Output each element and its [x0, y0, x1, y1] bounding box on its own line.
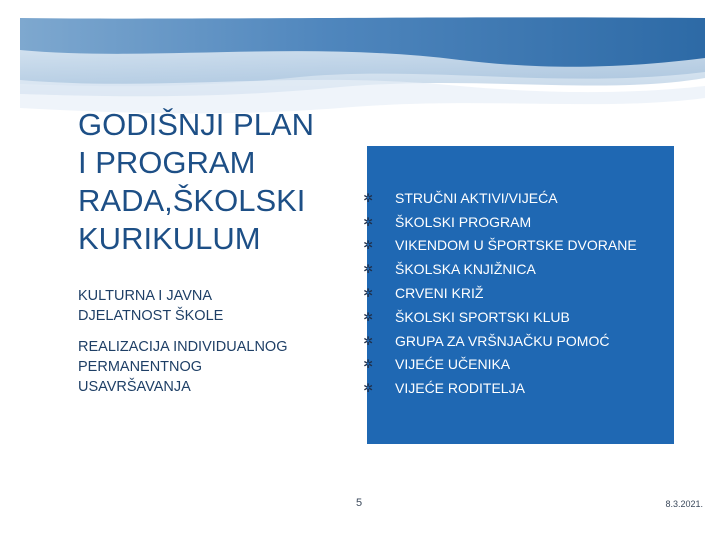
list-item-label: STRUČNI AKTIVI/VIJEĆA [395, 189, 558, 206]
asterisk-bullet-icon: ✲ [362, 309, 374, 324]
list-item [361, 376, 637, 400]
list-item-label: VIKENDOM U ŠPORTSKE DVORANE [395, 237, 637, 254]
section-line: PERMANENTNOG [78, 359, 203, 375]
asterisk-bullet-icon: ✲ [362, 238, 374, 253]
section-line: REALIZACIJA INDIVIDUALNOG [78, 339, 288, 355]
title-line: I PROGRAM [78, 145, 256, 180]
list-item [361, 281, 637, 305]
list-item [361, 234, 637, 258]
list-item-label: ŠKOLSKA KNJIŽNICA [395, 261, 536, 278]
list-item [361, 210, 637, 234]
section-line: KULTURNA I JAVNA [78, 288, 213, 304]
section-line: DJELATNOST ŠKOLE [78, 308, 224, 324]
asterisk-bullet-icon: ✲ [362, 214, 374, 229]
list-item [361, 353, 637, 377]
section-realizacija [78, 337, 338, 397]
title-line: GODIŠNJI PLAN [78, 107, 314, 142]
title-line: RADA,ŠKOLSKI [78, 183, 306, 218]
section-line: USAVRŠAVANJA [78, 379, 191, 395]
section-kulturna [78, 286, 338, 326]
asterisk-bullet-icon: ✲ [362, 381, 374, 396]
list-item-label: GRUPA ZA VRŠNJAČKU POMOĆ [395, 332, 610, 349]
list-item [361, 257, 637, 281]
asterisk-bullet-icon: ✲ [362, 262, 374, 277]
asterisk-bullet-icon: ✲ [362, 190, 374, 205]
list-item-label: VIJEĆE UČENIKA [395, 356, 511, 373]
list-item-label: ŠKOLSKI SPORTSKI KLUB [395, 308, 570, 325]
list-item-label: VIJEĆE RODITELJA [395, 380, 525, 397]
list-item-label: ŠKOLSKI PROGRAM [395, 213, 532, 230]
list-item [361, 186, 637, 210]
list-item-label: CRVENI KRIŽ [395, 285, 484, 302]
asterisk-bullet-icon: ✲ [362, 286, 374, 301]
page-number: 5 [356, 497, 363, 509]
slide-title [78, 106, 338, 258]
list-item [361, 329, 637, 353]
list-item [361, 305, 637, 329]
title-line: KURIKULUM [78, 221, 261, 256]
slide-date: 8.3.2021. [665, 499, 703, 509]
asterisk-bullet-icon: ✲ [362, 333, 374, 348]
asterisk-bullet-icon: ✲ [362, 357, 374, 372]
activities-list [361, 186, 637, 400]
